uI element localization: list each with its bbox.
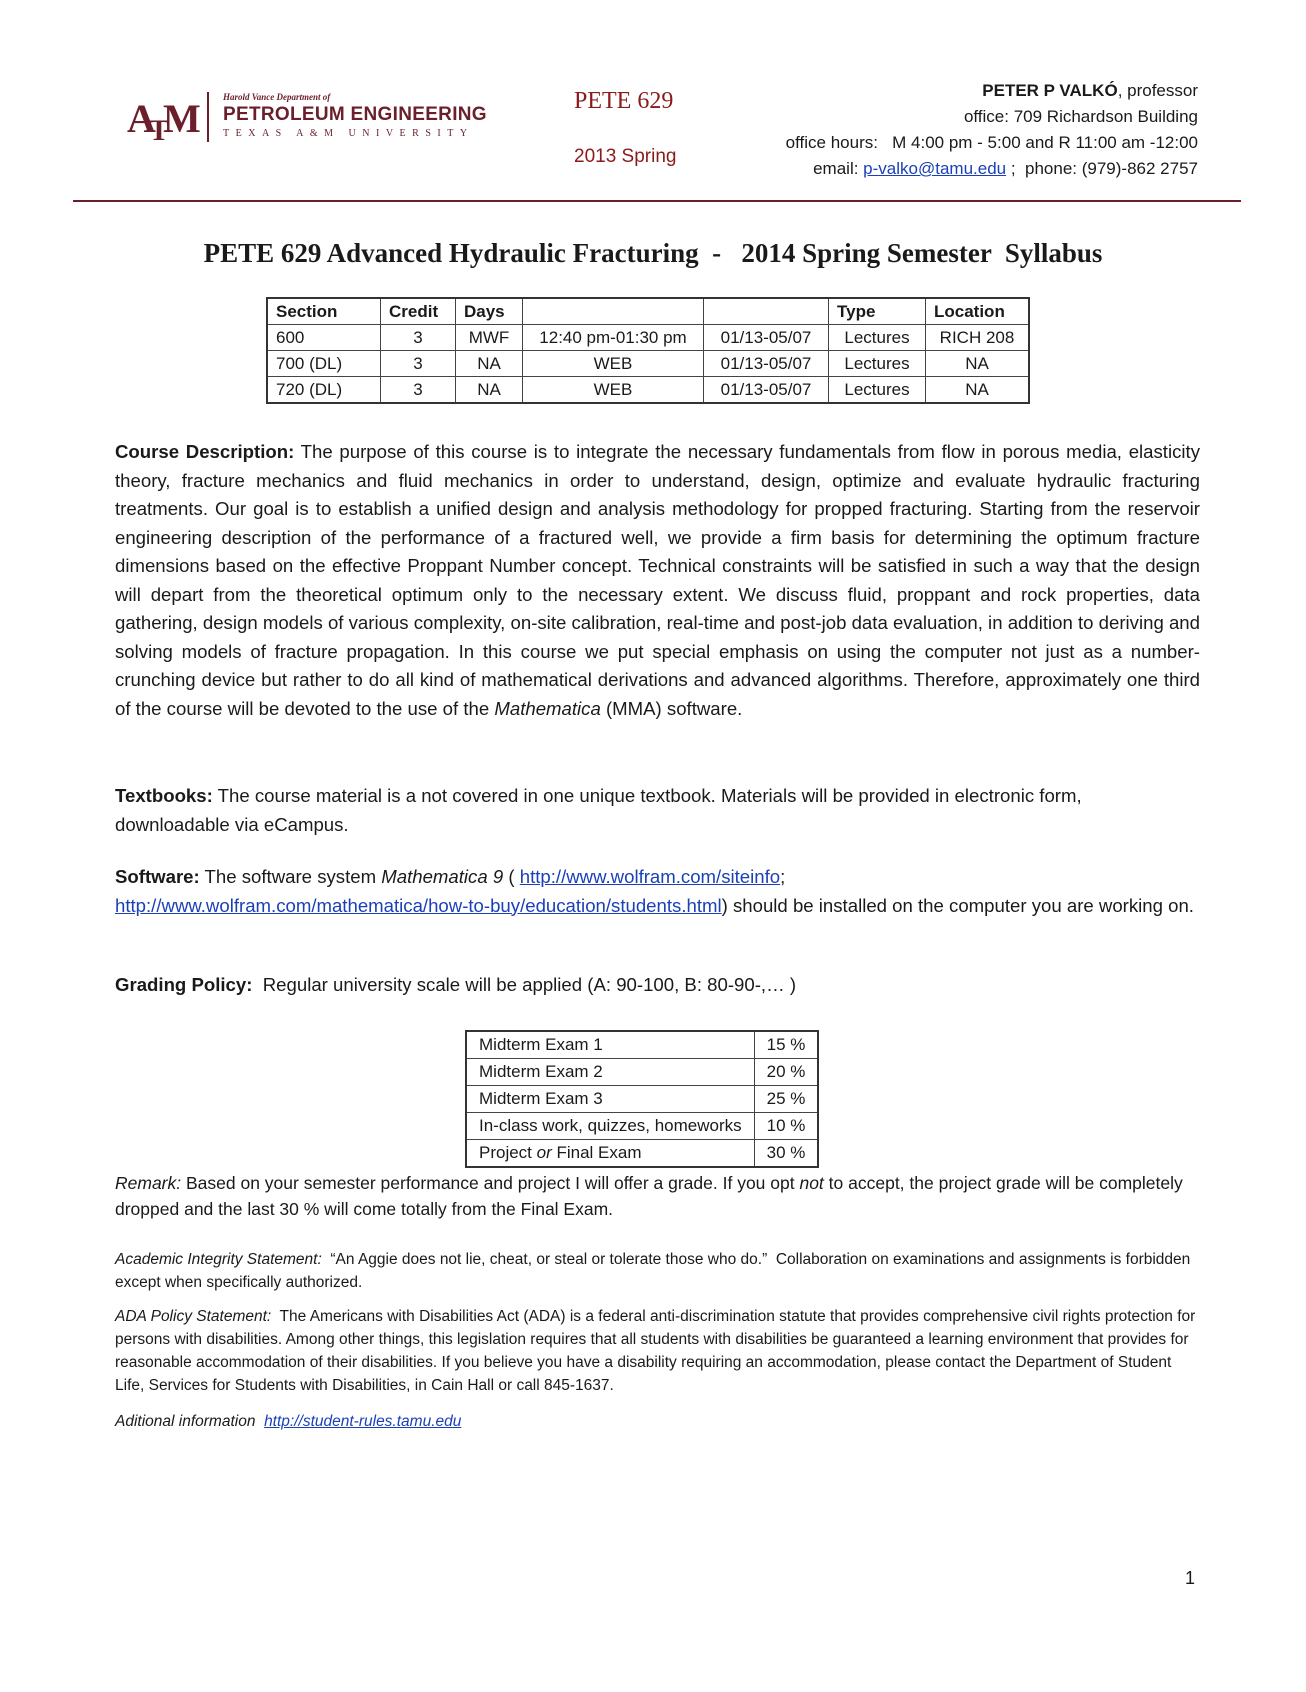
table-cell: NA	[926, 351, 1030, 377]
table-row	[267, 351, 1029, 377]
grade-item	[466, 1086, 754, 1113]
ada-text: The Americans with Disabilities Act (ADA) is a federal anti-discrimination statute that provides comprehensive civil rights protection for persons with disabilities. Among other things, this legislation requires that all students with disabilities be guaranteed a learning environment that provides for reasonable accommodation of their disabilities. If you believe you have a disability requiring an accommodation, please contact the Department of Student Life, Services for Students with Disabilities, in Cain Hall or call 845-1637.	[115, 1308, 1200, 1394]
table-cell: NA	[456, 351, 523, 377]
table-cell: NA	[926, 377, 1030, 404]
table-cell: 12:40 pm-01:30 pm	[523, 325, 704, 351]
header-cell: Type	[829, 298, 926, 325]
table-cell: 700 (DL)	[267, 351, 381, 377]
course-code: PETE 629	[574, 88, 674, 114]
grade-percent: 30 %	[754, 1140, 818, 1168]
table-row	[466, 1086, 818, 1113]
integrity-text: “An Aggie does not lie, cheat, or steal or tolerate those who do.” Collaboration on examinations and assignments is forbidden except when specifically authorized.	[115, 1251, 1195, 1291]
course-description-text: The purpose of this course is to integrate the necessary fundamentals from flow in porous media, elasticity theory, fracture mechanics and fluid mechanics in order to understand, design, optimize and evaluate hydraulic fracturing treatments. Our goal is to establish a unified design and analysis methodology for propped fracturing. Starting from the reservoir engineering description of the performance of a fractured well, we provide a firm basis for determining the optimum fracture dimensions based on the effective Proppant Number concept. Technical constraints will be satisfied in such a way that the design will depart from the theoretical optimum only to the necessary extent. We discuss fluid, proppant and rock properties, data gathering, design models of various complexity, on-site calibration, real-time and post-job data evaluation, in addition to deriving and solving models of fracture propagation. In this course we put special emphasis on using the computer not just as a number-crunching device but rather to do all kind of mathematical derivations and advanced algorithms. Therefore, approximately one third of the course will be devoted to the use of the	[115, 441, 1200, 719]
email-link[interactable]: p-valko@tamu.edu	[863, 159, 1007, 178]
header-cell: Section	[267, 298, 381, 325]
sections-table	[266, 297, 1030, 404]
remark-text: to accept, the project grade will be completely dropped and the last 30 % will come totally from the Final Exam.	[115, 1173, 1183, 1219]
course-description	[115, 438, 1200, 723]
header-cell: Days	[456, 298, 523, 325]
header-cell	[523, 298, 704, 325]
grading-label: Grading Policy:	[115, 974, 253, 995]
table-cell: 3	[381, 377, 456, 404]
logo-sub-line: TEXAS A&M UNIVERSITY	[223, 128, 474, 139]
wolfram-siteinfo-link[interactable]: http://www.wolfram.com/siteinfo	[519, 866, 781, 887]
software-text: The software system	[199, 866, 382, 887]
software-text: ) should be installed on the computer you are working on.	[721, 894, 1194, 916]
phone-text: ; phone: (979)-862 2757	[1006, 159, 1198, 178]
integrity-label: Academic Integrity Statement:	[115, 1251, 322, 1268]
header-cell: Location	[926, 298, 1030, 325]
table-row	[466, 1140, 818, 1168]
header-cell: Credit	[381, 298, 456, 325]
table-cell: 01/13-05/07	[704, 377, 829, 404]
table-row	[267, 377, 1029, 404]
mathematica-9-italic: Mathematica 9	[381, 866, 504, 887]
header-divider	[73, 200, 1241, 202]
table-cell: 3	[381, 351, 456, 377]
software-text: (	[503, 866, 520, 887]
grading-policy	[115, 971, 1200, 1000]
header-cell	[704, 298, 829, 325]
table-row	[466, 1059, 818, 1086]
grade-item-text: Midterm Exam 2	[479, 1062, 603, 1081]
table-cell: WEB	[523, 351, 704, 377]
atm-logo-icon	[125, 88, 201, 148]
software-text: ;	[780, 866, 786, 887]
logo-main-line: PETROLEUM ENGINEERING	[223, 104, 487, 125]
table-cell: MWF	[456, 325, 523, 351]
professor-info	[786, 78, 1198, 182]
remark-not-italic: not	[799, 1173, 824, 1193]
ada-statement	[115, 1305, 1200, 1397]
grade-item-text: In-class work, quizzes, homeworks	[479, 1116, 742, 1135]
textbooks-section	[115, 782, 1200, 839]
grade-percent: 20 %	[754, 1059, 818, 1086]
grade-item-text: Final Exam	[551, 1143, 642, 1162]
table-cell: Lectures	[829, 351, 926, 377]
table-cell: 720 (DL)	[267, 377, 381, 404]
table-cell: Lectures	[829, 377, 926, 404]
table-header-row	[267, 298, 1029, 325]
svg-text:A: A	[127, 96, 156, 141]
course-description-end: (MMA) software.	[600, 697, 743, 719]
page-number: 1	[1185, 1568, 1196, 1588]
professor-office-hours: office hours: M 4:00 pm - 5:00 and R 11:00 am -12:00	[785, 133, 1198, 152]
professor-name: PETER P VALKÓ	[982, 81, 1118, 100]
logo-dept-line: Harold Vance Department of	[223, 92, 331, 102]
software-section	[115, 863, 1200, 920]
grade-percent: 25 %	[754, 1086, 818, 1113]
course-description-label: Course Description:	[115, 441, 295, 462]
remark-label: Remark:	[115, 1173, 182, 1193]
grade-item-italic: or	[536, 1143, 552, 1162]
table-cell: 3	[381, 325, 456, 351]
grade-percent: 10 %	[754, 1113, 818, 1140]
wolfram-students-link[interactable]: http://www.wolfram.com/mathematica/how-to-buy/education/students.html	[115, 894, 722, 916]
table-row	[466, 1031, 818, 1059]
grade-item	[466, 1140, 754, 1168]
table-row	[466, 1113, 818, 1140]
table-cell: 01/13-05/07	[704, 325, 829, 351]
table-cell: RICH 208	[926, 325, 1030, 351]
grade-percent: 15 %	[754, 1031, 818, 1059]
grading-text: Regular university scale will be applied (A: 90-100, B: 80-90-,… )	[252, 974, 797, 995]
additional-info	[115, 1410, 1200, 1433]
email-label: email:	[813, 159, 864, 178]
professor-office: office: 709 Richardson Building	[963, 107, 1198, 126]
table-cell: 600	[267, 325, 381, 351]
ada-label: ADA Policy Statement:	[115, 1308, 272, 1325]
grades-table	[465, 1030, 819, 1168]
additional-info-label: Aditional information	[115, 1413, 265, 1430]
grade-item	[466, 1113, 754, 1140]
grade-item-text: Project	[479, 1143, 537, 1162]
table-cell: 01/13-05/07	[704, 351, 829, 377]
grade-item-text: Midterm Exam 1	[479, 1035, 603, 1054]
textbooks-text: The course material is a not covered in one unique textbook. Materials will be provided in electronic form, downloadable via eCampus.	[115, 785, 1082, 835]
table-cell: WEB	[523, 377, 704, 404]
table-cell: Lectures	[829, 325, 926, 351]
professor-name-line	[786, 78, 1198, 104]
remark-section	[115, 1170, 1200, 1222]
professor-title: , professor	[1117, 81, 1198, 100]
semester-label: 2013 Spring	[574, 146, 677, 167]
table-row	[267, 325, 1029, 351]
grade-item	[466, 1059, 754, 1086]
academic-integrity	[115, 1248, 1200, 1294]
logo-divider	[207, 92, 209, 142]
textbooks-label: Textbooks:	[115, 785, 213, 806]
mathematica-italic: Mathematica	[494, 697, 601, 719]
svg-text:M: M	[163, 96, 201, 141]
professor-contact	[786, 156, 1198, 182]
svg-text:T: T	[149, 114, 170, 147]
table-cell: NA	[456, 377, 523, 404]
grade-item-text: Midterm Exam 3	[479, 1089, 603, 1108]
software-label: Software:	[115, 866, 200, 887]
grade-item	[466, 1031, 754, 1059]
student-rules-link[interactable]: http://student-rules.tamu.edu	[264, 1413, 462, 1430]
remark-text: Based on your semester performance and project I will offer a grade. If you opt	[181, 1173, 800, 1193]
document-title: PETE 629 Advanced Hydraulic Fracturing - 2014 Spring Semester Syllabus	[203, 238, 1103, 268]
